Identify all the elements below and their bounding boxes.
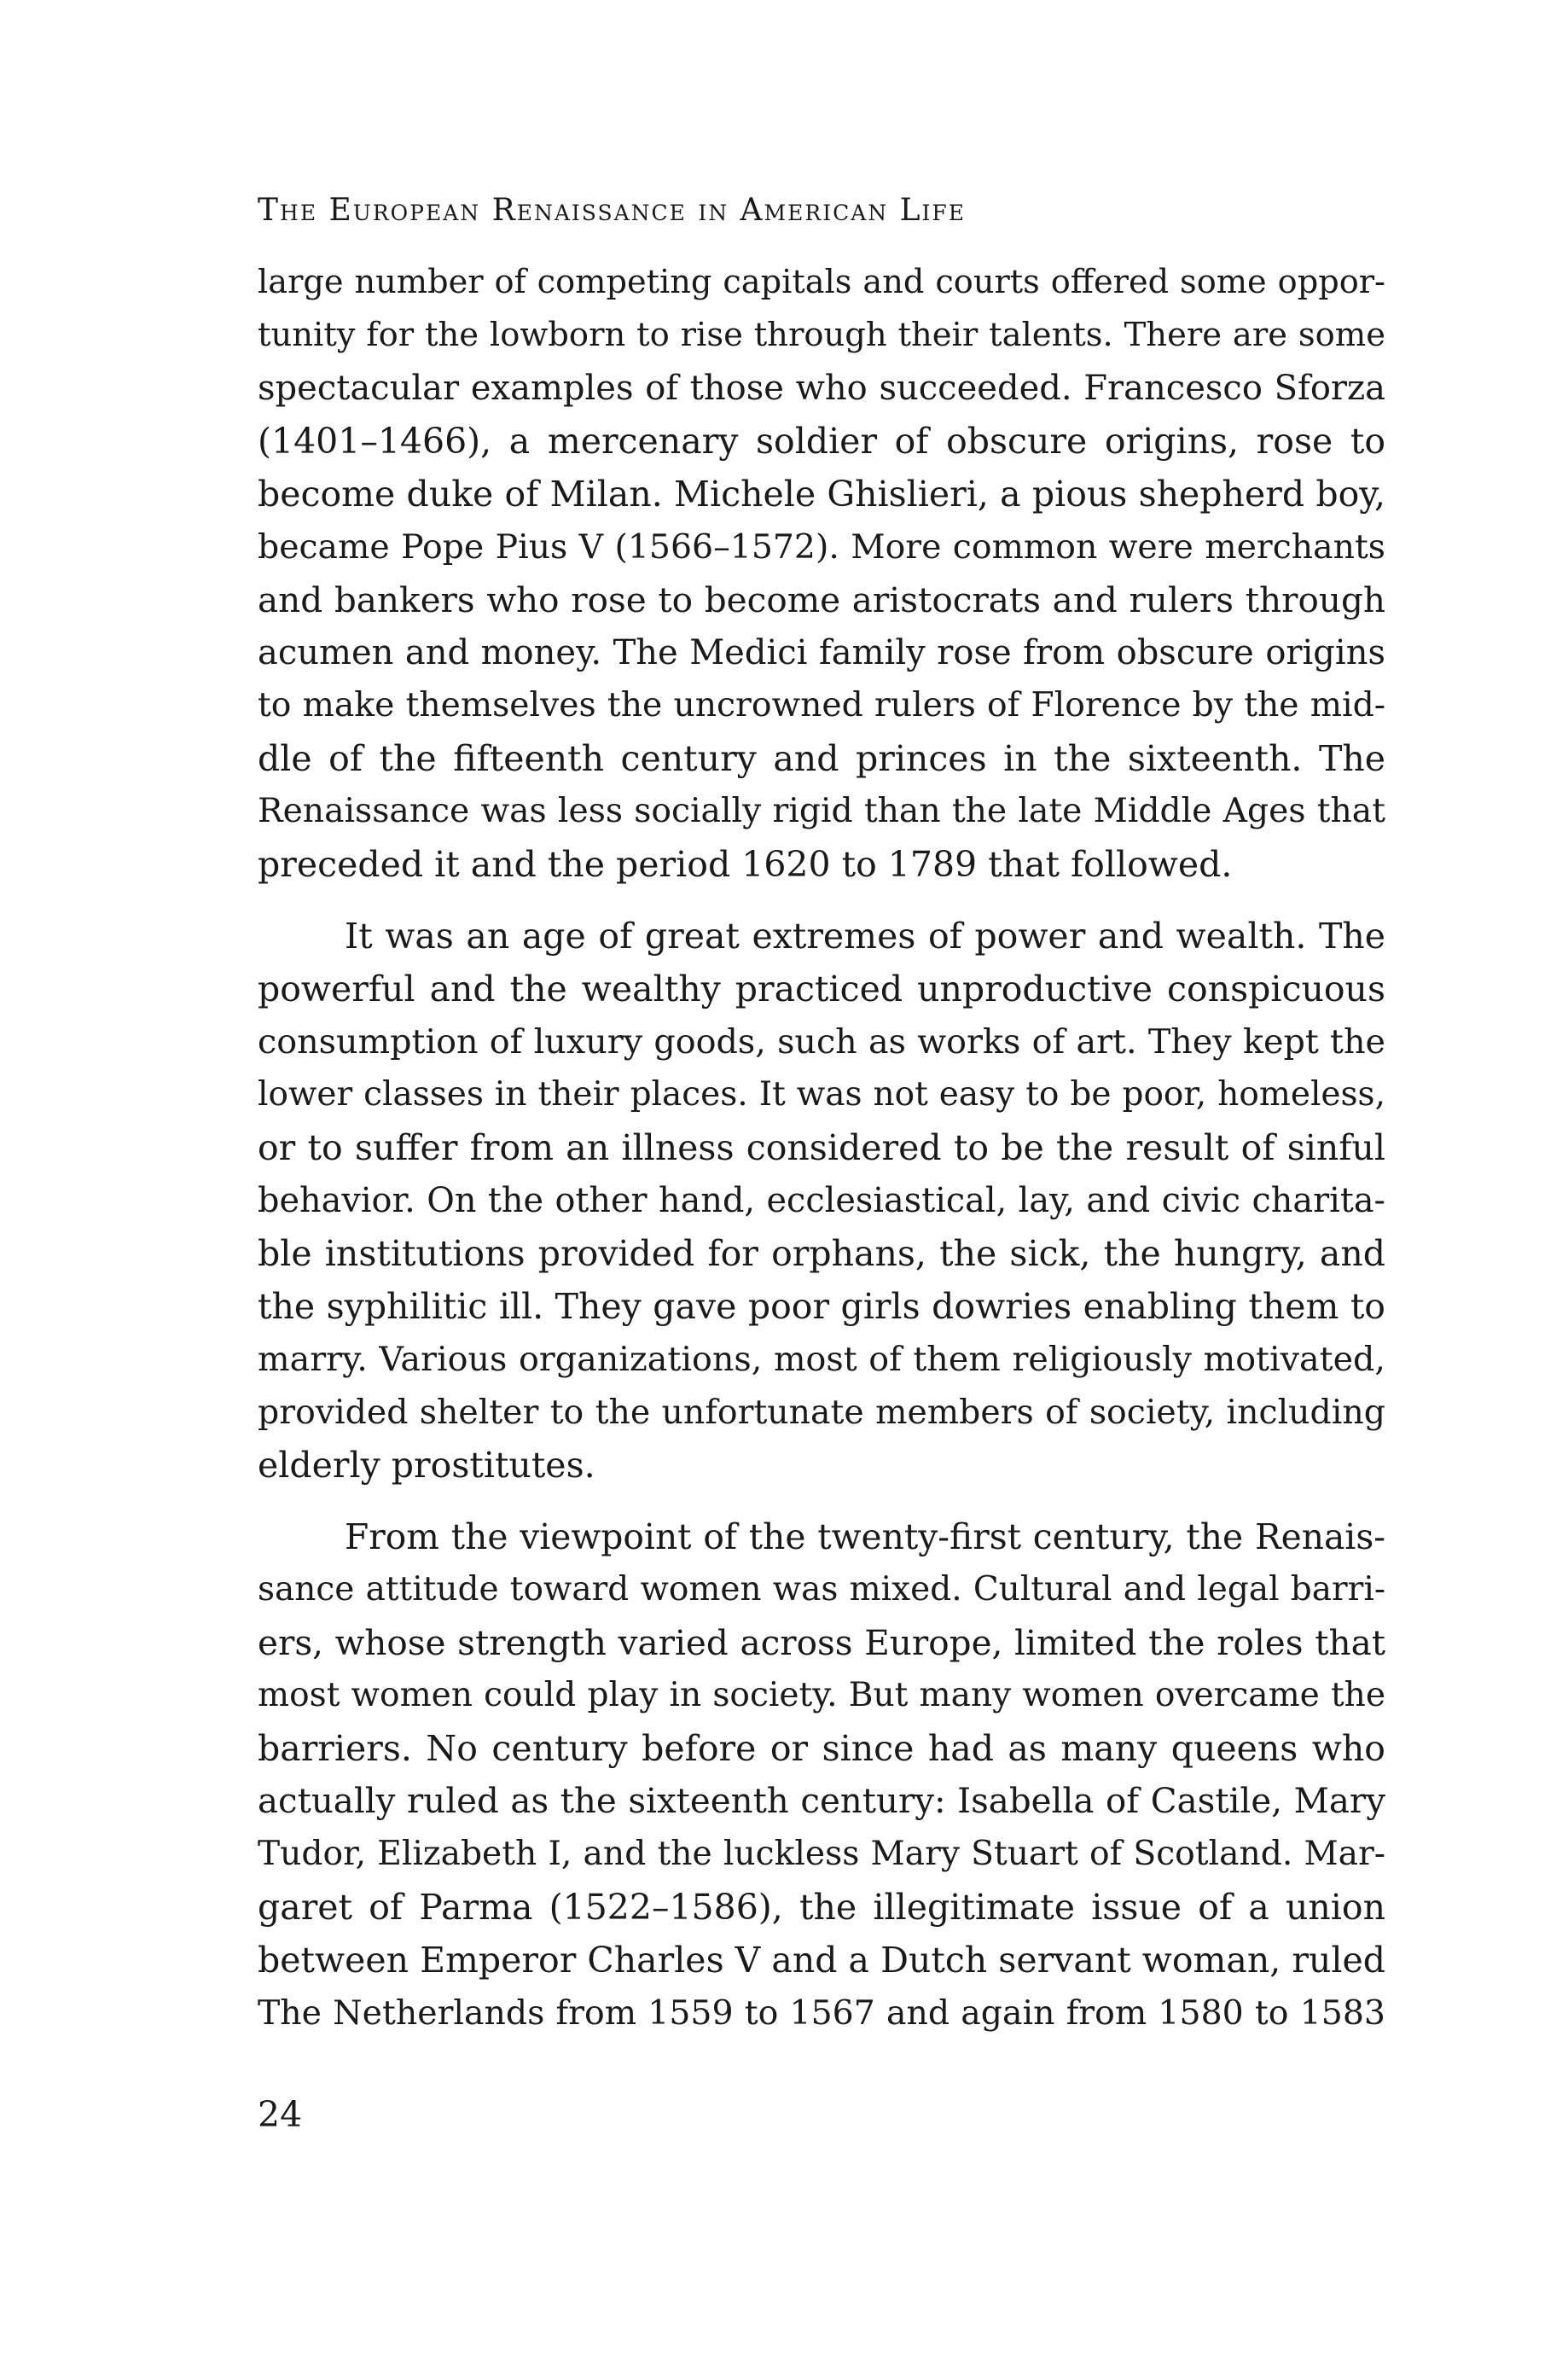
text-line: sance attitude toward women was mixed. Cultural and legal barri- bbox=[258, 1570, 1385, 1609]
text-line: barriers. No century before or since had as many queens who bbox=[258, 1728, 1385, 1769]
text-line: Renaissance was less socially rigid than the late Middle Ages that bbox=[258, 792, 1385, 830]
text-line: ers, whose strength varied across Europe, limited the roles that bbox=[258, 1622, 1385, 1663]
text-line: large number of competing capitals and courts offered some oppor- bbox=[258, 263, 1385, 301]
text-line: the syphilitic ill. They gave poor girls dowries enabling them to bbox=[258, 1286, 1385, 1327]
text-line: or to suffer from an illness considered to be the result of sinful bbox=[258, 1127, 1385, 1168]
text-line: From the viewpoint of the twenty-first century, the Renais- bbox=[345, 1516, 1385, 1557]
text-line: tunity for the lowborn to rise through their talents. There are some bbox=[258, 316, 1385, 354]
text-line: The Netherlands from 1559 to 1567 and again from 1580 to 1583 bbox=[258, 1993, 1385, 2033]
paragraph bbox=[258, 910, 1385, 1492]
text-line: It was an age of great extremes of power and wealth. The bbox=[345, 916, 1385, 957]
text-line: lower classes in their places. It was not easy to be poor, homeless, bbox=[258, 1075, 1385, 1114]
text-line: became Pope Pius V (1566–1572). More common were merchants bbox=[258, 527, 1385, 567]
text-line: ble institutions provided for orphans, the sick, the hungry, and bbox=[258, 1233, 1385, 1274]
text-line: consumption of luxury goods, such as works of art. They kept the bbox=[258, 1022, 1385, 1062]
page-number: 24 bbox=[258, 2094, 303, 2135]
text-line: marry. Various organizations, most of them religiously motivated, bbox=[258, 1340, 1385, 1379]
text-line: spectacular examples of those who succeeded. Francesco Sforza bbox=[258, 369, 1385, 408]
text-line: (1401–1466), a mercenary soldier of obscure origins, rose to bbox=[258, 421, 1385, 462]
text-line: dle of the fifteenth century and princes in the sixteenth. The bbox=[258, 738, 1385, 779]
text-line: become duke of Milan. Michele Ghislieri, a pious shepherd boy, bbox=[258, 474, 1385, 515]
text-line: acumen and money. The Medici family rose from obscure origins bbox=[258, 633, 1385, 672]
text-line: powerful and the wealthy practiced unproductive conspicuous bbox=[258, 969, 1385, 1009]
paragraph bbox=[258, 1510, 1385, 2039]
paragraph bbox=[258, 256, 1385, 891]
text-line: provided shelter to the unfortunate members of society, including bbox=[258, 1393, 1385, 1432]
body-text bbox=[258, 256, 1385, 2039]
running-head: The European Renaissance in American Life bbox=[258, 193, 966, 228]
text-line: between Emperor Charles V and a Dutch servant woman, ruled bbox=[258, 1940, 1385, 1981]
text-line: to make themselves the uncrowned rulers of Florence by the mid- bbox=[258, 686, 1385, 724]
text-line: behavior. On the other hand, ecclesiastical, lay, and civic charita- bbox=[258, 1181, 1385, 1220]
text-line: most women could play in society. But many women overcame the bbox=[258, 1676, 1385, 1714]
text-line: and bankers who rose to become aristocrats and rulers through bbox=[258, 579, 1385, 620]
text-line: actually ruled as the sixteenth century: Isabella of Castile, Mary bbox=[258, 1781, 1385, 1821]
text-line: elderly prostitutes. bbox=[258, 1445, 595, 1486]
text-line: garet of Parma (1522–1586), the illegitimate issue of a union bbox=[258, 1887, 1385, 1928]
text-line: Tudor, Elizabeth I, and the luckless Mary Stuart of Scotland. Mar- bbox=[258, 1835, 1385, 1873]
text-line: preceded it and the period 1620 to 1789 that followed. bbox=[258, 844, 1233, 885]
